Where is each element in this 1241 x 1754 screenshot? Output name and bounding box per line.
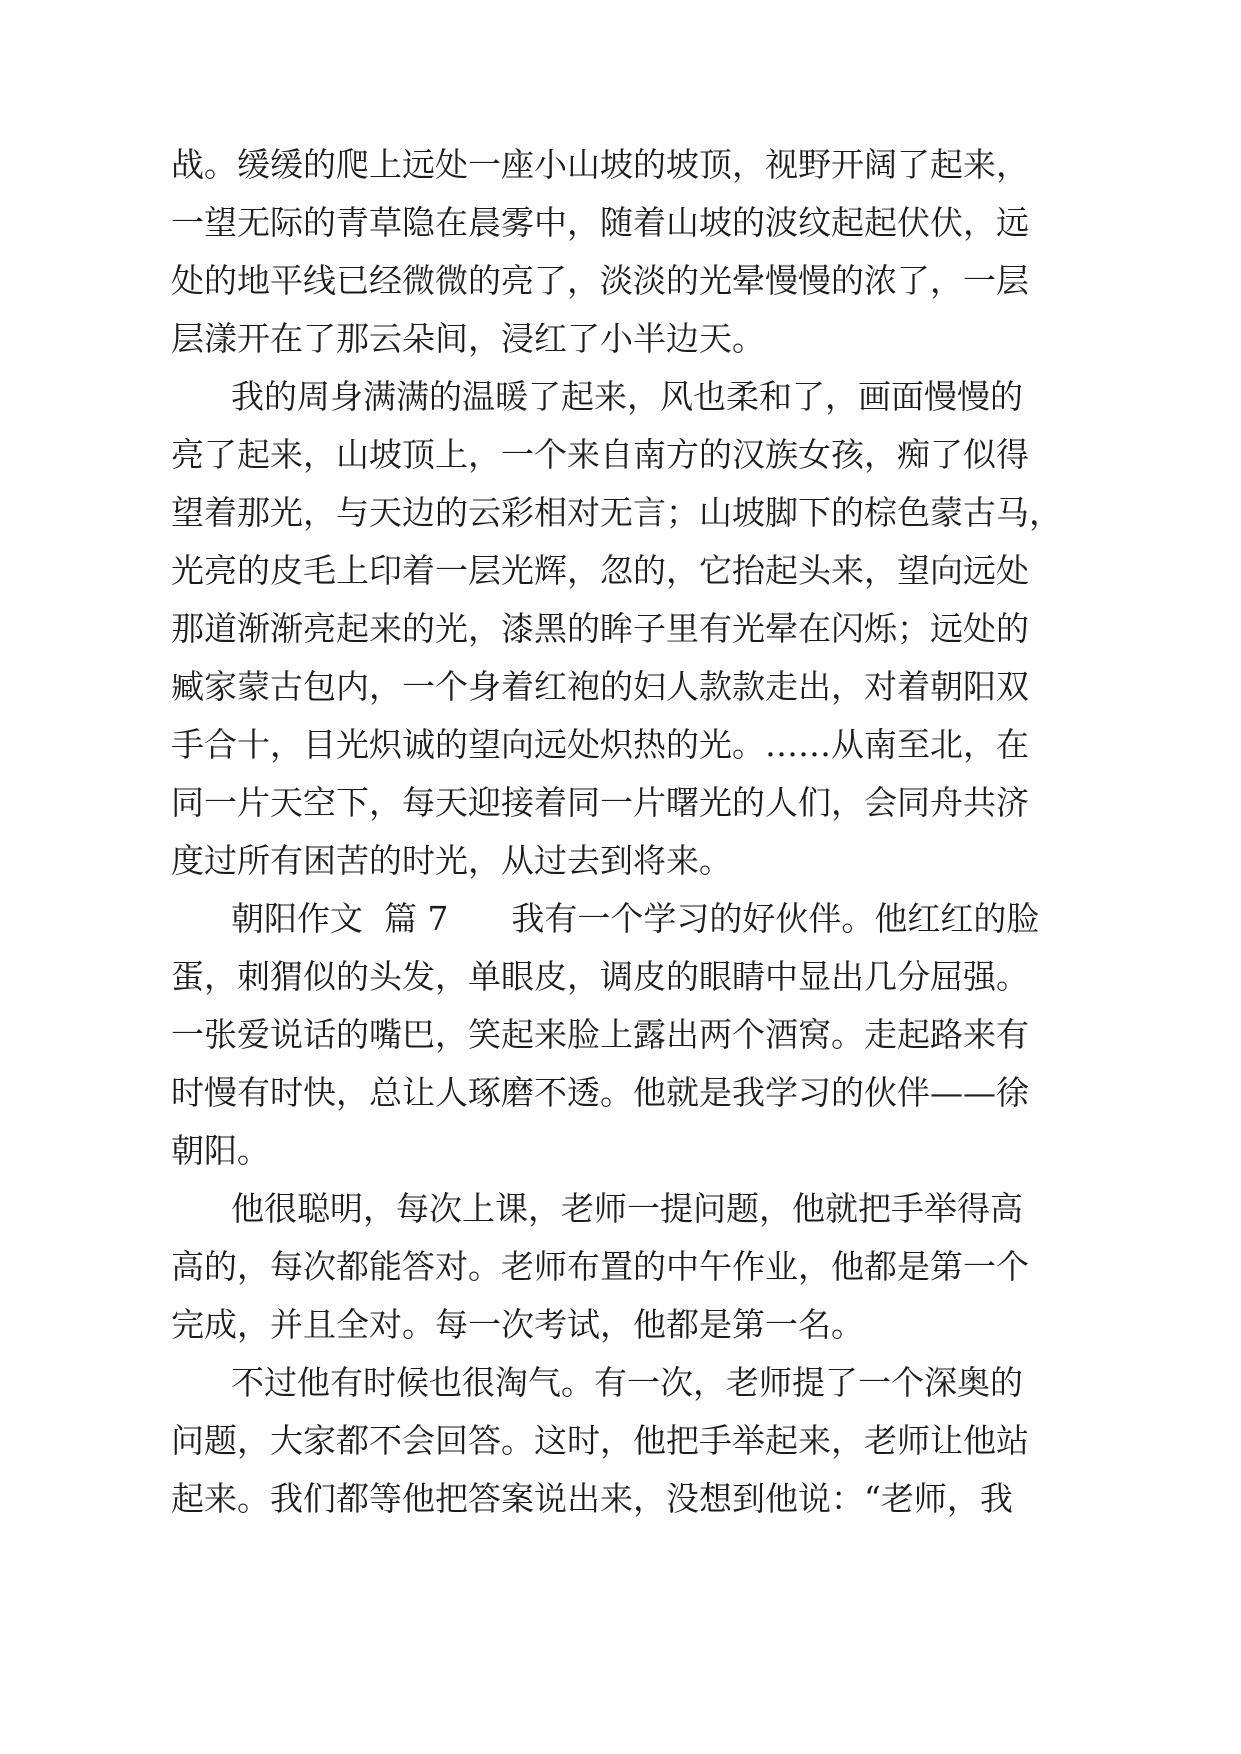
text-line-13: 度过所有困苦的时光，从过去到将来。: [171, 841, 732, 880]
paragraph-5-line-1: 不过他有时候也很淘气。有一次，老师提了一个深奥的: [231, 1363, 1023, 1402]
text-line-15: 蛋，刺猬似的头发，单眼皮，调皮的眼睛中显出几分屈强。: [171, 957, 1029, 996]
paragraph-2-line-1: 我的周身满满的温暖了起来，风也柔和了，画面慢慢的: [231, 377, 1023, 416]
text-line-1: 战。缓缓的爬上远处一座小山坡的坡顶，视野开阔了起来，: [171, 145, 1029, 184]
text-line-8: 光亮的皮毛上印着一层光辉，忽的，它抬起头来，望向远处: [171, 551, 1029, 590]
text-line-11: 手合十，目光炽诚的望向远处炽热的光。……从南至北，在: [171, 725, 1029, 764]
text-line-20: 高的，每次都能答对。老师布置的中午作业，他都是第一个: [171, 1247, 1029, 1286]
text-line-17: 时慢有时快，总让人琢磨不透。他就是我学习的伙伴——徐: [171, 1073, 1029, 1112]
text-line-2: 一望无际的青草隐在晨雾中，随着山坡的波纹起起伏伏，远: [171, 203, 1029, 242]
paragraph-4-line-1: 他很聪明，每次上课，老师一提问题，他就把手举得高: [231, 1189, 1023, 1228]
text-line-7: 望着那光，与天边的云彩相对无言；山坡脚下的棕色蒙古马，: [171, 493, 1062, 532]
text-line-12: 同一片天空下，每天迎接着同一片曙光的人们，会同舟共济: [171, 783, 1029, 822]
text-line-4: 层漾开在了那云朵间，浸红了小半边天。: [171, 319, 765, 358]
text-line-18: 朝阳。: [171, 1131, 270, 1170]
text-line-21: 完成，并且全对。每一次考试，他都是第一名。: [171, 1305, 864, 1344]
text-line-6: 亮了起来，山坡顶上，一个来自南方的汉族女孩，痴了似得: [171, 435, 1029, 474]
text-line-24: 起来。我们都等他把答案说出来，没想到他说：“老师，我: [171, 1479, 1013, 1518]
text-line-3: 处的地平线已经微微的亮了，淡淡的光晕慢慢的浓了，一层: [171, 261, 1029, 300]
text-line-9: 那道渐渐亮起来的光，漆黑的眸子里有光晕在闪烁；远处的: [171, 609, 1029, 648]
text-line-23: 问题，大家都不会回答。这时，他把手举起来，老师让他站: [171, 1421, 1029, 1460]
text-line-16: 一张爱说话的嘴巴，笑起来脸上露出两个酒窝。走起路来有: [171, 1015, 1029, 1054]
text-line-10: 臧家蒙古包内，一个身着红袍的妇人款款走出，对着朝阳双: [171, 667, 1029, 706]
section-heading-line: 朝阳作文 篇 7 我有一个学习的好伙伴。他红红的脸: [231, 899, 1040, 938]
